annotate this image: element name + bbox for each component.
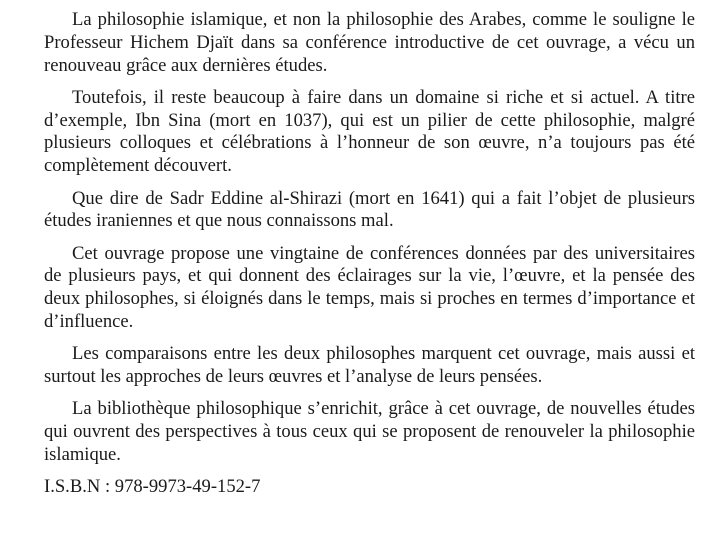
paragraph-conferences: Cet ouvrage propose une vingtaine de conférences données par des universitaires de plusieurs pays, et qui donnent des éclairages sur la vie, l’œuvre, et la pensée des deux philosophes, si éloignés dans le temps, mais si proches en termes d’importance et d’influence. <box>44 242 695 333</box>
paragraph-library: La bibliothèque philosophique s’enrichit, grâce à cet ouvrage, de nouvelles études qui ouvrent des perspectives à tous ceux qui se proposent de renouveler la philosophie islamique. <box>44 398 695 466</box>
paragraph-intro: La philosophie islamique, et non la philosophie des Arabes, comme le souligne le Professeur Hichem Djaït dans sa conférence introductive de cet ouvrage, a vécu un renouveau grâce aux dernières études. <box>44 9 695 76</box>
isbn-line: I.S.B.N : 978-9973-49-152-7 <box>44 476 261 498</box>
paragraph-ibn-sina: Toutefois, il reste beaucoup à faire dans un domaine si riche et si actuel. A titre d’exemple, Ibn Sina (mort en 1037), qui est un pilier de cette philosophie, malgré plusieurs colloques et célébrations à l’honneur de son œuvre, n’a toujours pas été complètement découvert. <box>44 86 695 177</box>
paragraph-shirazi: Que dire de Sadr Eddine al-Shirazi (mort en 1641) qui a fait l’objet de plusieurs études iraniennes et que nous connaissons mal. <box>44 187 695 232</box>
back-cover-text <box>44 9 695 499</box>
paragraph-comparisons: Les comparaisons entre les deux philosophes marquent cet ouvrage, mais aussi et surtout les approches de leurs œuvres et l’analyse de leurs pensées. <box>44 343 695 388</box>
